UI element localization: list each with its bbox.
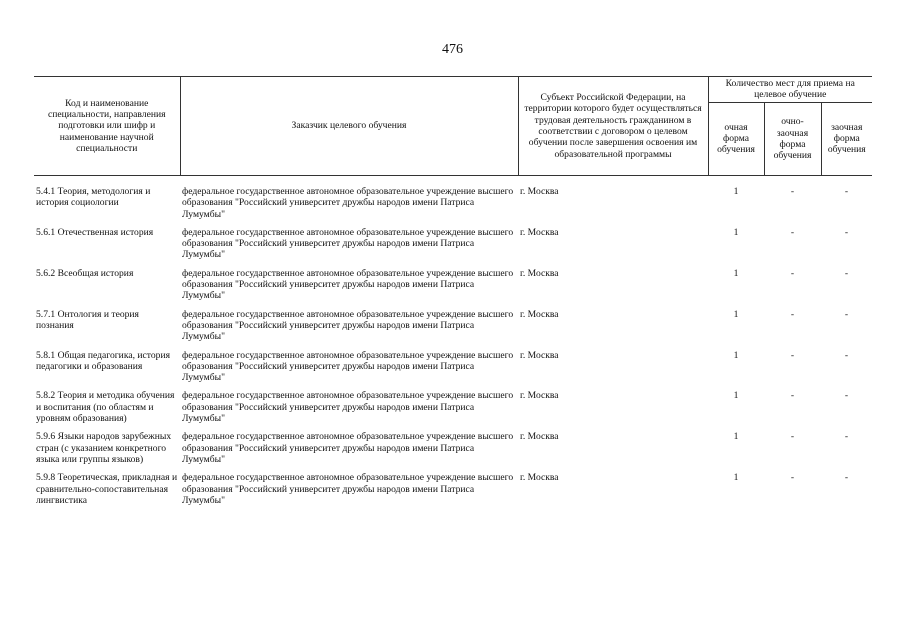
mixed-cell: - [790, 186, 795, 197]
table-row [34, 431, 872, 472]
subject-cell: г. Москва [520, 308, 559, 320]
distance-cell: - [844, 349, 849, 361]
customer-cell: федеральное государственное автономное образовательное учреждение высшего образования "Российский университет дружбы народов имени Патриса Лумумбы" [182, 186, 514, 220]
mixed-cell: - [790, 267, 795, 279]
distance-cell: - [844, 431, 849, 443]
customer-cell: федеральное государственное автономное образовательное учреждение высшего образования "Российский университет дружбы народов имени Патриса Лумумбы" [182, 226, 514, 261]
subject-cell: г. Москва [520, 226, 559, 238]
mixed-cell: - [790, 308, 795, 320]
header-subject: Субъект Российской Федерации, на территории которого будет осуществляться трудовая деятельность гражданином в соответствии с договором о целевом обучении после завершения освоения им образовательной программы [518, 77, 708, 176]
table-row [34, 227, 872, 268]
page-number: 476 [442, 42, 463, 57]
distance-cell: - [844, 226, 849, 238]
mixed-cell: - [790, 472, 795, 484]
fulltime-cell: 1 [733, 349, 739, 361]
subject-cell: г. Москва [520, 431, 559, 443]
mixed-cell: - [790, 390, 795, 402]
fulltime-cell: 1 [733, 267, 739, 279]
fulltime-cell: 1 [733, 390, 739, 402]
subject-cell: г. Москва [520, 472, 559, 484]
fulltime-cell: 1 [733, 186, 739, 197]
customer-cell: федеральное государственное автономное образовательное учреждение высшего образования "Российский университет дружбы народов имени Патриса Лумумбы" [182, 431, 514, 465]
customer-cell: федеральное государственное автономное образовательное учреждение высшего образования "Российский университет дружбы народов имени Патриса Лумумбы" [182, 267, 514, 302]
specialty-cell: 5.6.1 Отечественная история [36, 226, 154, 238]
fulltime-cell: 1 [733, 472, 739, 484]
customer-cell: федеральное государственное автономное образовательное учреждение высшего образования "Российский университет дружбы народов имени Патриса Лумумбы" [182, 349, 514, 384]
specialty-cell: 5.9.8 Теоретическая, прикладная и сравнительно-сопоставительная лингвистика [36, 472, 178, 506]
table-row [34, 268, 872, 309]
mixed-cell: - [790, 226, 795, 238]
subject-cell: г. Москва [520, 390, 559, 402]
header-customer: Заказчик целевого обучения [180, 77, 518, 176]
distance-cell: - [844, 267, 849, 279]
subject-cell: г. Москва [520, 349, 559, 361]
distance-cell: - [844, 390, 849, 402]
targeted-training-table [34, 76, 872, 513]
specialty-cell: 5.9.6 Языки народов зарубежных стран (с указанием конкретного языка или группы языков) [36, 431, 172, 465]
specialty-cell: 5.8.2 Теория и методика обучения и воспитания (по областям и уровням образования) [36, 390, 175, 425]
header-places: Количество мест для приема на целевое обучение [708, 77, 872, 103]
fulltime-cell: 1 [733, 431, 739, 443]
specialty-cell: 5.6.2 Всеобщая история [36, 267, 134, 279]
table-row [34, 309, 872, 350]
mixed-cell: - [790, 349, 795, 361]
fulltime-cell: 1 [733, 226, 739, 238]
table-row [34, 350, 872, 391]
table-row [34, 186, 872, 227]
distance-cell: - [844, 186, 849, 197]
customer-cell: федеральное государственное автономное образовательное учреждение высшего образования "Российский университет дружбы народов имени Патриса Лумумбы" [182, 390, 514, 425]
distance-cell: - [844, 472, 849, 484]
header-code: Код и наименование специальности, направления подготовки или шифр и наименование научной специальности [34, 77, 180, 176]
table-row [34, 472, 872, 513]
subject-cell: г. Москва [520, 267, 559, 279]
header-mixed: очно-заочная форма обучения [764, 102, 821, 175]
distance-cell: - [844, 308, 849, 320]
customer-cell: федеральное государственное автономное образовательное учреждение высшего образования "Российский университет дружбы народов имени Патриса Лумумбы" [182, 308, 514, 343]
customer-cell: федеральное государственное автономное образовательное учреждение высшего образования "Российский университет дружбы народов имени Патриса Лумумбы" [182, 472, 514, 506]
mixed-cell: - [790, 431, 795, 443]
header-distance: заочная форма обучения [821, 102, 872, 175]
specialty-cell: 5.4.1 Теория, методология и история социологии [36, 186, 151, 209]
header-fulltime: очная форма обучения [708, 102, 764, 175]
table-row [34, 390, 872, 431]
specialty-cell: 5.7.1 Онтология и теория познания [36, 308, 139, 331]
table-body [34, 186, 872, 513]
specialty-cell: 5.8.1 Общая педагогика, история педагогики и образования [36, 349, 170, 372]
fulltime-cell: 1 [733, 308, 739, 320]
subject-cell: г. Москва [520, 186, 559, 197]
